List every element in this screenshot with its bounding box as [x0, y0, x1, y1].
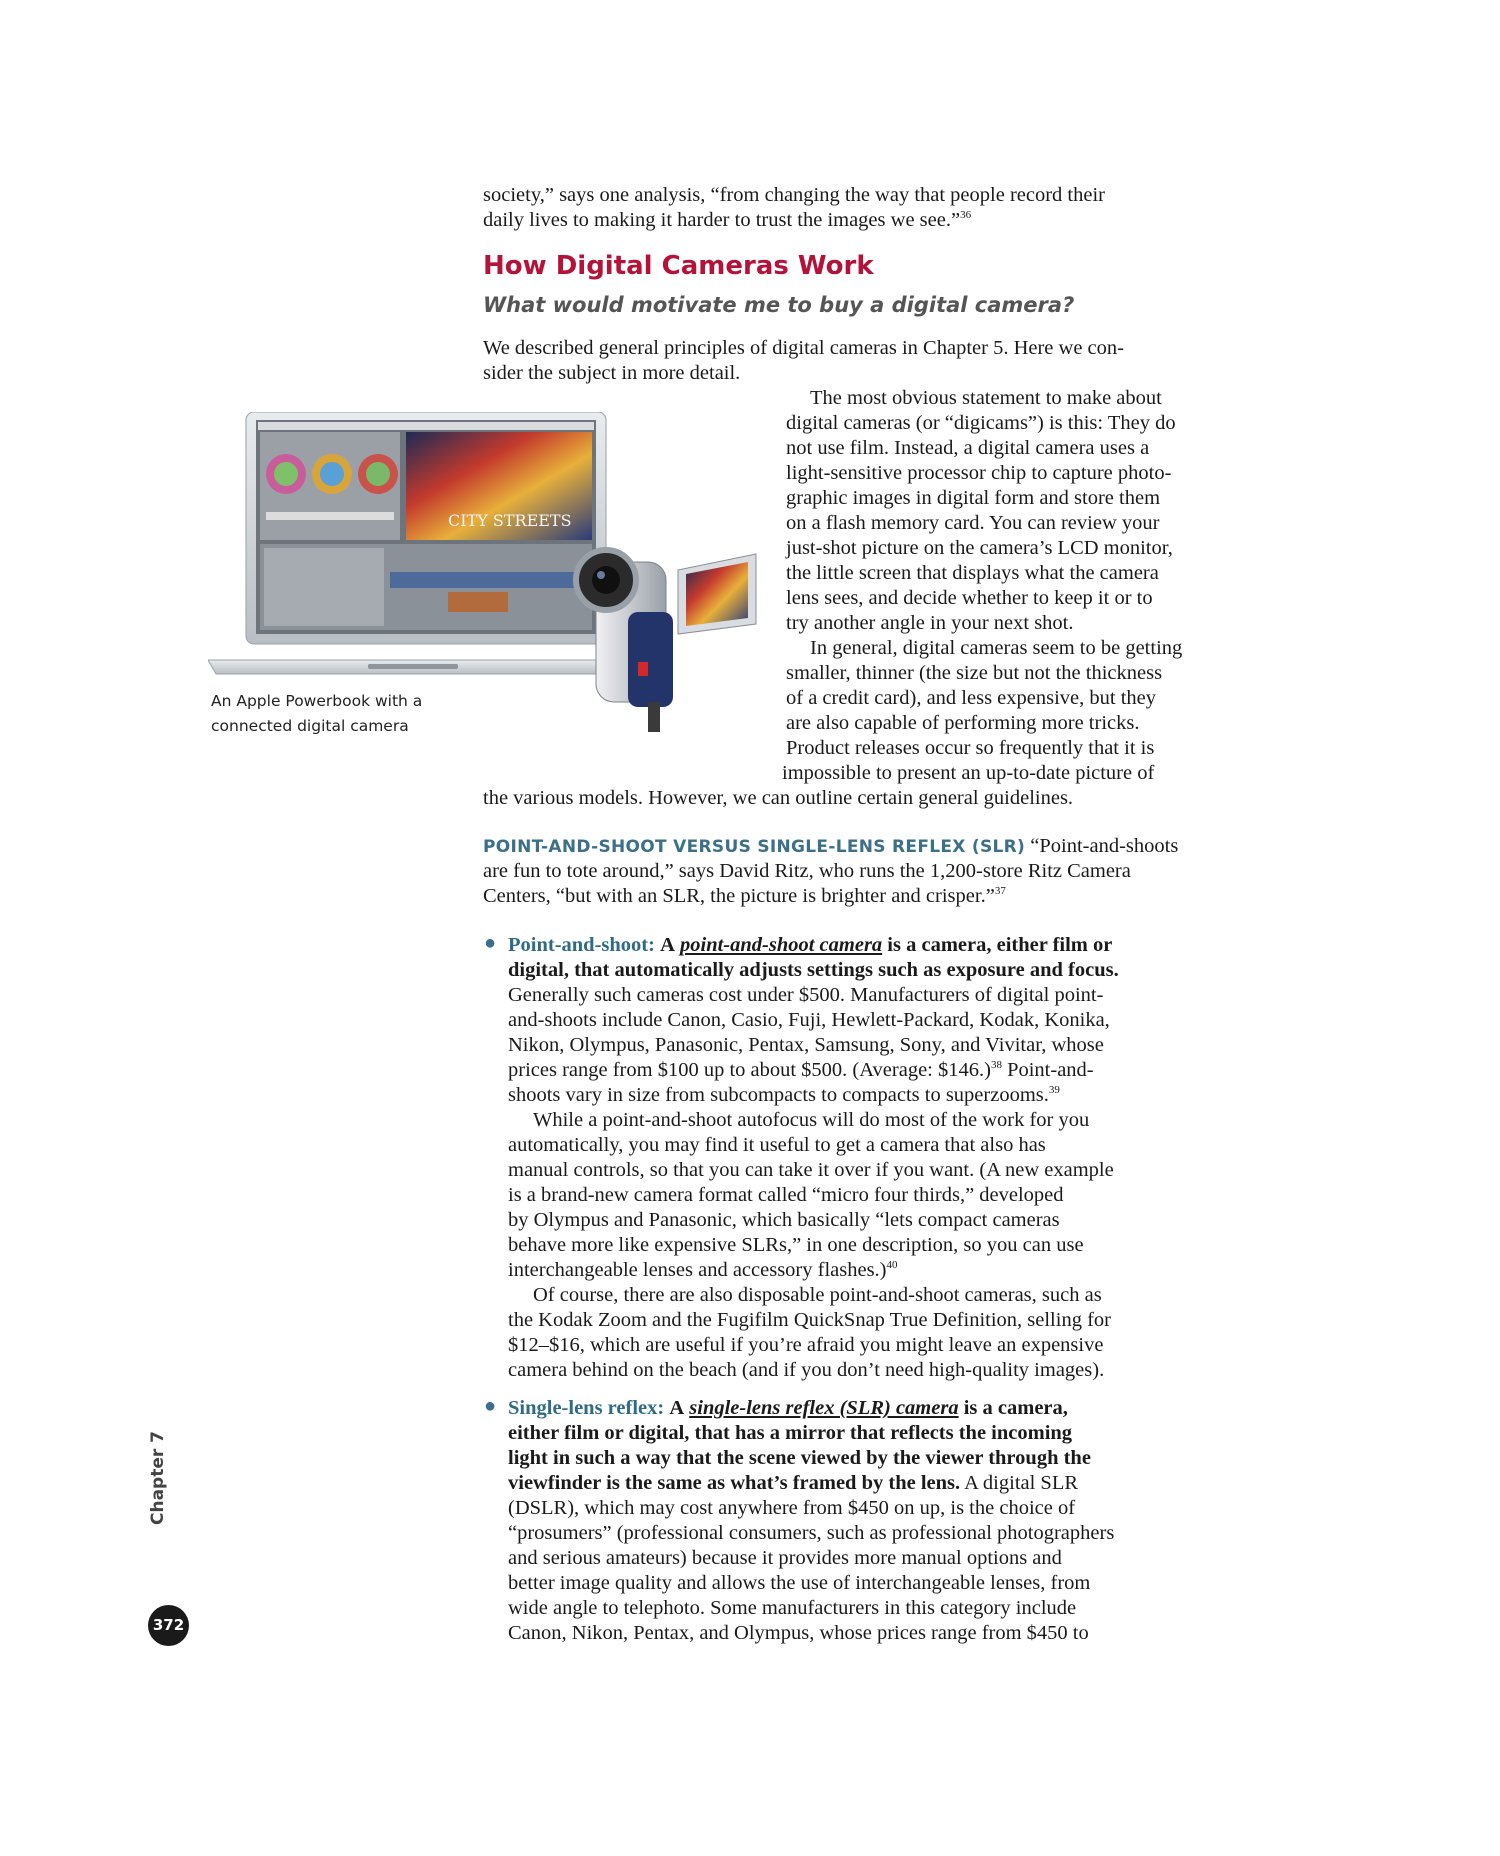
text-line: interchangeable lenses and accessory flashes.)$^{40}$: [508, 1259, 898, 1281]
text-line: graphic images in digital form and store them: [786, 487, 1161, 509]
text-line: by Olympus and Panasonic, which basically “lets compact cameras: [508, 1209, 1060, 1231]
screen-title: CITY STREETS: [448, 511, 572, 530]
text-line: the Kodak Zoom and the Fugifilm QuickSnap True Definition, selling for: [508, 1309, 1111, 1331]
text-line: and serious amateurs) because it provides more manual options and: [508, 1547, 1062, 1569]
text-line: While a point-and-shoot autofocus will do most of the work for you: [533, 1109, 1090, 1131]
figure-caption: [211, 689, 441, 739]
bullet-dot: ●: [484, 932, 497, 954]
text-line: POINT-AND-SHOOT VERSUS SINGLE-LENS REFLEX (SLR) “Point-and-shoots: [483, 835, 1179, 857]
text-line: are also capable of performing more tricks.: [786, 712, 1140, 734]
footnote-ref: 36: [960, 209, 972, 222]
text-line: the various models. However, we can outline certain general guidelines.: [483, 787, 1074, 809]
bullet-label: Point-and-shoot:: [508, 934, 655, 956]
text-line: automatically, you may find it useful to get a camera that also has: [508, 1134, 1046, 1156]
text-line: society,” says one analysis, “from changing the way that people record their: [483, 184, 1105, 206]
text-line: the little screen that displays what the camera: [786, 562, 1159, 584]
text-line: The most obvious statement to make about: [810, 387, 1162, 409]
text-line: “prosumers” (professional consumers, such as professional photographers: [508, 1522, 1115, 1544]
text-line: lens sees, and decide whether to keep it or to: [786, 587, 1153, 609]
text-line: is a brand-new camera format called “micro four thirds,” developed: [508, 1184, 1064, 1206]
text-line: Generally such cameras cost under $500. Manufacturers of digital point-: [508, 984, 1104, 1006]
text-line: behave more like expensive SLRs,” in one description, so you can use: [508, 1234, 1084, 1256]
text-line: impossible to present an up-to-date picture of: [782, 762, 1155, 784]
text-line: better image quality and allows the use of interchangeable lenses, from: [508, 1572, 1091, 1594]
text-line: Point-and-shoot: A point-and-shoot camera is a camera, either film or: [508, 934, 1113, 956]
section-heading: How Digital Cameras Work: [483, 251, 874, 281]
key-term: single-lens reflex (SLR) camera: [689, 1397, 959, 1419]
text-line: try another angle in your next shot.: [786, 612, 1074, 634]
text-line: and-shoots include Canon, Casio, Fuji, Hewlett-Packard, Kodak, Konika,: [508, 1009, 1110, 1031]
text-line: smaller, thinner (the size but not the thickness: [786, 662, 1163, 684]
footnote-ref: 37: [994, 885, 1006, 898]
page-number: 372: [148, 1605, 189, 1646]
caption-line: connected digital camera: [211, 717, 409, 735]
text-line: (DSLR), which may cost anywhere from $450 on up, is the choice of: [508, 1497, 1076, 1519]
text-line: prices range from $100 up to about $500. (Average: $146.)$^{38}$ Point-and-: [508, 1059, 1094, 1081]
text-line: $12–$16, which are useful if you’re afraid you might leave an expensive: [508, 1334, 1104, 1356]
text-line: Single-lens reflex: A single-lens reflex (SLR) camera is a camera,: [508, 1397, 1068, 1419]
text-line: light-sensitive processor chip to capture photo-: [786, 462, 1172, 484]
caption-line: An Apple Powerbook with a: [211, 692, 423, 710]
footnote-ref: 38: [990, 1059, 1002, 1072]
text-line: of a credit card), and less expensive, but they: [786, 687, 1157, 709]
text-line: We described general principles of digital cameras in Chapter 5. Here we con-: [483, 337, 1124, 359]
bullet-label: Single-lens reflex:: [508, 1397, 665, 1419]
text-line: camera behind on the beach (and if you don’t need high-quality images).: [508, 1359, 1105, 1381]
key-term: point-and-shoot camera: [680, 934, 883, 956]
text-line: on a flash memory card. You can review your: [786, 512, 1160, 534]
bullet-dot: ●: [484, 1395, 497, 1417]
text-line: Product releases occur so frequently that it is: [786, 737, 1155, 759]
text-line: sider the subject in more detail.: [483, 362, 741, 384]
footnote-ref: 40: [886, 1259, 898, 1272]
text-line: wide angle to telephoto. Some manufacturers in this category include: [508, 1597, 1077, 1619]
text-line: daily lives to making it harder to trust the images we see.”$^{36}$: [483, 209, 972, 231]
text-line: Canon, Nikon, Pentax, and Olympus, whose prices range from $450 to: [508, 1622, 1089, 1644]
section-subheading: What would motivate me to buy a digital camera?: [483, 293, 1075, 317]
text-line: viewfinder is the same as what’s framed by the lens. A digital SLR: [508, 1472, 1079, 1494]
text-line: In general, digital cameras seem to be getting: [810, 637, 1183, 659]
chapter-label: Chapter 7: [148, 1430, 168, 1525]
text-line: either film or digital, that has a mirror that reflects the incoming: [508, 1422, 1073, 1444]
footnote-ref: 39: [1048, 1084, 1060, 1097]
text-line: light in such a way that the scene viewed by the viewer through the: [508, 1447, 1091, 1469]
text-line: digital, that automatically adjusts settings such as exposure and focus.: [508, 959, 1119, 981]
text-line: digital cameras (or “digicams”) is this: They do: [786, 412, 1176, 434]
runin-heading: POINT-AND-SHOOT VERSUS SINGLE-LENS REFLEX (SLR): [483, 837, 1026, 857]
text-line: are fun to tote around,” says David Ritz, who runs the 1,200-store Ritz Camera: [483, 860, 1131, 882]
text-line: shoots vary in size from subcompacts to compacts to superzooms.$^{39}$: [508, 1084, 1060, 1106]
text-line: not use film. Instead, a digital camera uses a: [786, 437, 1150, 459]
text-line: manual controls, so that you can take it over if you want. (A new example: [508, 1159, 1114, 1181]
text-line: Centers, “but with an SLR, the picture is brighter and crisper.”$^{37}$: [483, 885, 1006, 907]
text-line: Of course, there are also disposable point-and-shoot cameras, such as: [533, 1284, 1102, 1306]
text-line: just-shot picture on the camera’s LCD monitor,: [786, 537, 1173, 559]
text-line: Nikon, Olympus, Panasonic, Pentax, Samsung, Sony, and Vivitar, whose: [508, 1034, 1104, 1056]
camcorder: [576, 550, 756, 732]
